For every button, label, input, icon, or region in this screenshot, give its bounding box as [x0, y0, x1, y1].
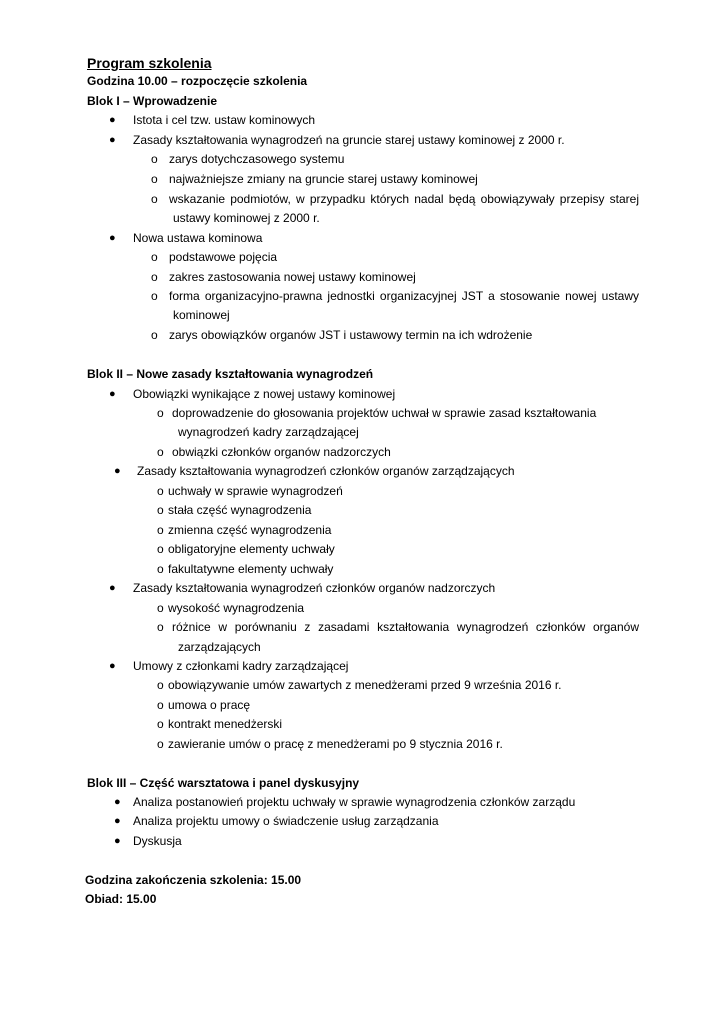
sub-item: wysokość wynagrodzenia: [168, 601, 305, 615]
sub-item: obligatoryjne elementy uchwały: [168, 542, 335, 556]
circle-bullet-icon: o: [157, 737, 164, 751]
sub-item: kontrakt menedżerski: [168, 717, 283, 731]
sub-item: umowa o pracę: [168, 698, 251, 712]
circle-bullet-icon: o: [151, 289, 158, 303]
sub-item: wskazanie podmiotów, w przypadku których nadal będą obowiązywały przepisy starej: [169, 192, 639, 206]
sub-item-continuation: zarządzających: [178, 640, 261, 654]
sub-item: różnice w porównaniu z zasadami kształtowania wynagrodzeń członków organów: [172, 620, 639, 634]
bullet-icon: ●: [114, 796, 121, 808]
circle-bullet-icon: o: [151, 152, 158, 166]
circle-bullet-icon: o: [151, 250, 158, 264]
sub-item: stała część wynagrodzenia: [168, 503, 312, 517]
blok2-heading: Blok II – Nowe zasady kształtowania wynagrodzeń: [87, 367, 374, 381]
circle-bullet-icon: o: [157, 562, 164, 576]
list-item: Dyskusja: [133, 834, 182, 848]
circle-bullet-icon: o: [157, 523, 164, 537]
bullet-icon: ●: [109, 232, 116, 244]
circle-bullet-icon: o: [151, 270, 158, 284]
list-item: Analiza projektu umowy o świadczenie usług zarządzania: [133, 814, 439, 828]
circle-bullet-icon: o: [151, 172, 158, 186]
circle-bullet-icon: o: [157, 406, 164, 420]
start-time: Godzina 10.00 – rozpoczęcie szkolenia: [87, 74, 308, 88]
sub-item: zarys dotychczasowego systemu: [169, 152, 345, 166]
list-item: Obowiązki wynikające z nowej ustawy kominowej: [133, 387, 396, 401]
list-item: Nowa ustawa kominowa: [133, 231, 263, 245]
sub-item: zakres zastosowania nowej ustawy kominowej: [169, 270, 416, 284]
circle-bullet-icon: o: [157, 484, 164, 498]
sub-item: zawieranie umów o pracę z menedżerami po 9 stycznia 2016 r.: [168, 737, 503, 751]
sub-item: podstawowe pojęcia: [169, 250, 278, 264]
circle-bullet-icon: o: [157, 717, 164, 731]
sub-item: doprowadzenie do głosowania projektów uchwał w sprawie zasad kształtowania: [172, 406, 597, 420]
sub-item: najważniejsze zmiany na gruncie starej ustawy kominowej: [169, 172, 478, 186]
bullet-icon: ●: [109, 134, 116, 146]
circle-bullet-icon: o: [157, 445, 164, 459]
sub-item: uchwały w sprawie wynagrodzeń: [168, 484, 343, 498]
end-time: Godzina zakończenia szkolenia: 15.00: [85, 873, 302, 887]
lunch-time: Obiad: 15.00: [85, 892, 157, 906]
bullet-icon: ●: [114, 465, 121, 477]
list-item: Istota i cel tzw. ustaw kominowych: [133, 113, 316, 127]
sub-item: forma organizacyjno-prawna jednostki organizacyjnej JST a stosowanie nowej ustawy: [169, 289, 639, 303]
circle-bullet-icon: o: [157, 678, 164, 692]
sub-item: zarys obowiązków organów JST i ustawowy termin na ich wdrożenie: [169, 328, 533, 342]
circle-bullet-icon: o: [157, 698, 164, 712]
circle-bullet-icon: o: [157, 601, 164, 615]
list-item: Zasady kształtowania wynagrodzeń członków organów nadzorczych: [133, 581, 496, 595]
blok1-heading: Blok I – Wprowadzenie: [87, 94, 218, 108]
page-title: Program szkolenia: [87, 55, 212, 71]
bullet-icon: ●: [109, 388, 116, 400]
sub-item-continuation: ustawy kominowej z 2000 r.: [173, 211, 320, 225]
sub-item: obwiązki członków organów nadzorczych: [172, 445, 391, 459]
circle-bullet-icon: o: [151, 192, 158, 206]
sub-item-continuation: kominowej: [173, 308, 230, 322]
circle-bullet-icon: o: [151, 328, 158, 342]
bullet-icon: ●: [109, 660, 116, 672]
bullet-icon: ●: [114, 815, 121, 827]
sub-item-continuation: wynagrodzeń kadry zarządzającej: [178, 425, 359, 439]
sub-item: zmienna część wynagrodzenia: [168, 523, 332, 537]
list-item: Zasady kształtowania wynagrodzeń na gruncie starej ustawy kominowej z 2000 r.: [133, 133, 565, 147]
sub-item: fakultatywne elementy uchwały: [168, 562, 334, 576]
circle-bullet-icon: o: [157, 620, 164, 634]
list-item: Umowy z członkami kadry zarządzającej: [133, 659, 349, 673]
bullet-icon: ●: [109, 114, 116, 126]
list-item: Analiza postanowień projektu uchwały w sprawie wynagrodzenia członków zarządu: [133, 795, 576, 809]
sub-item: obowiązywanie umów zawartych z menedżerami przed 9 września 2016 r.: [168, 678, 562, 692]
bullet-icon: ●: [109, 582, 116, 594]
list-item: Zasady kształtowania wynagrodzeń członków organów zarządzających: [137, 464, 515, 478]
circle-bullet-icon: o: [157, 503, 164, 517]
bullet-icon: ●: [114, 835, 121, 847]
blok3-heading: Blok III – Część warsztatowa i panel dyskusyjny: [87, 776, 360, 790]
circle-bullet-icon: o: [157, 542, 164, 556]
